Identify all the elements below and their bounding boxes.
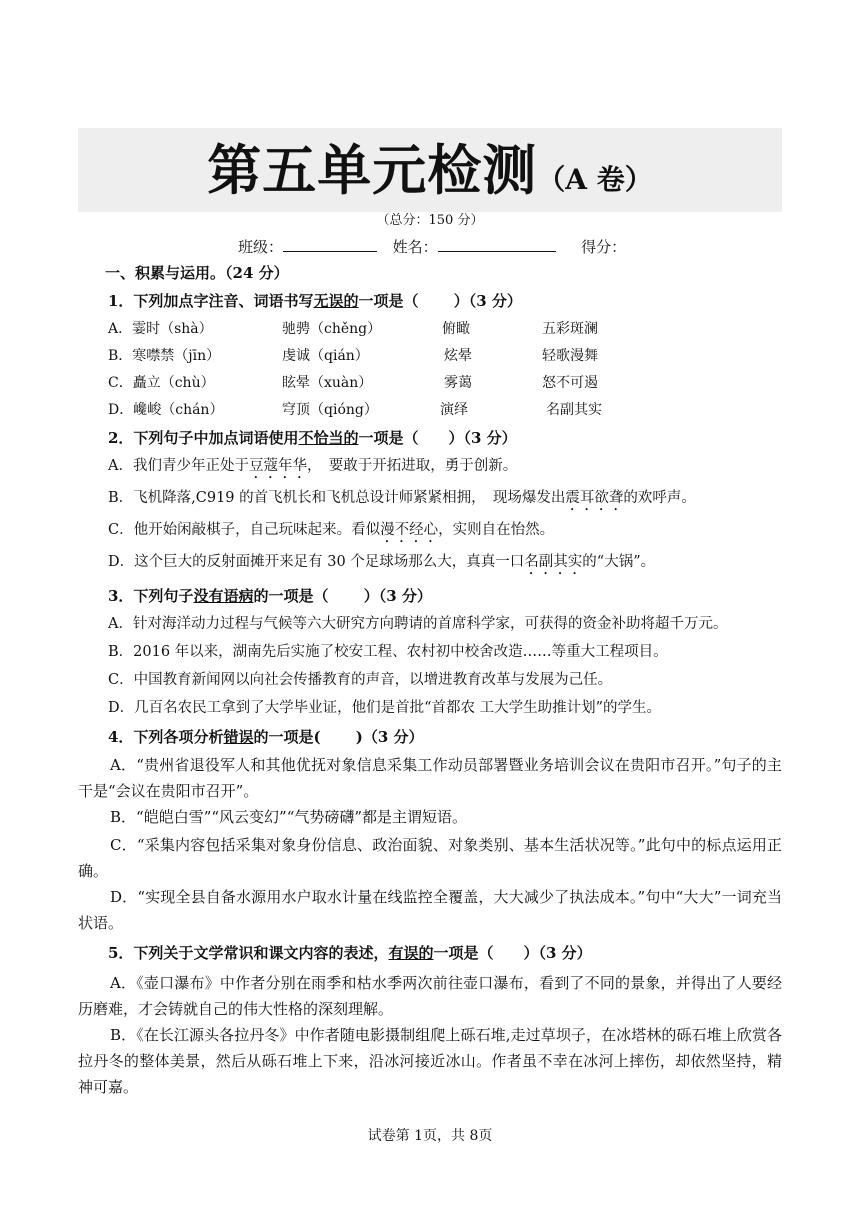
q3-option-a[interactable]: A．针对海洋动力过程与气候等六大研究方向聘请的首席科学家，可获得的资金补助将超千万元。: [108, 616, 728, 632]
question-4-keyword: 错误: [223, 728, 254, 746]
q3-option-d[interactable]: D．几百名农民工拿到了大学毕业证，他们是首批“首都农 工大学生助推计划”的学生。: [108, 700, 662, 716]
q2-option-d[interactable]: D．这个巨大的反射面摊开来足有 30 个足球场那么大，真真一口名副其实的“大锅”。: [108, 554, 656, 570]
question-4: 4．下列各项分析错误的一项是( )（3 分）: [108, 728, 424, 746]
dotted-word: 豆蔻年华: [248, 458, 307, 474]
total-score: （总分：150 分）: [376, 213, 484, 228]
paper-version: （A 卷）: [537, 163, 653, 196]
name-blank[interactable]: [438, 237, 556, 252]
q4-option-d[interactable]: D．“实现全县自备水源用水户取水计量在线监控全覆盖，大大减少了执法成本。”句中“大大”一词充当状语。: [78, 888, 782, 932]
q4-option-a[interactable]: A．“贵州省退役军人和其他优抚对象信息采集工作动员部署暨业务培训会议在贵阳市召开。”句子的主干是“会议在贵阳市召开”。: [78, 756, 782, 800]
section-heading: 一、积累与运用。（24 分）: [105, 264, 289, 282]
question-1: 1．下列加点字注音、词语书写无误的一项是（ ）（3 分）: [108, 292, 522, 310]
q4-option-c[interactable]: C．“采集内容包括采集对象身份信息、政治面貌、对象类别、基本生活状况等。”此句中的标点运用正确。: [78, 836, 782, 880]
q2-option-b[interactable]: B．飞机降落,C919 的首飞机长和飞机总设计师紧紧相拥， 现场爆发出震耳欲聋的欢呼声。: [108, 490, 696, 506]
class-blank[interactable]: [283, 237, 377, 252]
question-1-keyword: 无误的: [313, 292, 359, 310]
class-label: 班级：: [238, 238, 284, 256]
name-label: 姓名：: [392, 238, 438, 256]
dotted-word: 震耳欲聋: [565, 490, 624, 506]
dotted-word: 名副其实: [524, 554, 583, 570]
exam-page: 第五单元检测（A 卷） （总分：150 分） 班级： 姓名： 得分： 一、积累与运用。（24 分） 1．下列加点字注音、词语书写无误的一项是（ ）（3 分） A．霎时（shà） 驰骋（chěng） 俯瞰 五彩斑澜 B．寒噤禁（jīn） 虔诚（qián） 炫晕 轻歌漫舞 C．矗立（chù） 眩晕（xuàn） 雾蔼 怒不可遏 D．巉峻（chán） 穹顶（qióng） 演绎 名副其实 2．下列句子中加点词语使用不恰当的一项是（ ）（3 分） A．我们青少年正处于豆蔻年华， 要敢于开拓进取，勇于创新。 B．飞机降落,C919 的首飞机长和飞机总设计师紧紧相拥， 现场爆发出震耳欲聋的欢呼声。 C．他开始闲敲棋子，自己玩味起来。看似漫不经心，实则自在怡然。 D．这个巨大的反射面摊开来足有 30 个足球场那么大，真真一口名副其实的“大锅”。 3．下列句子没有语病的一项是（ ）（3 分） A．针对海洋动力过程与气候等六大研究方向聘请的首席科学家，可获得的资金补助将超千万元。 B．2016 年以来，湖南先后实施了校安工程、农村初中校舍改造……等重大工程项目。 C．中国教育新闻网以向社会传播教育的声音，以增进教育改革与发展为己任。 D．几百名农民工拿到了大学毕业证，他们是首批“首都农 工大学生助推计划”的学生。 4．下列各项分析错误的一项是( )（3 分） A．“贵州省退役军人和其他优抚对象信息采集工作动员部署暨业务培训会议在贵阳市召开。”句子的主干是“会议在贵阳市召开”。 B．“皑皑白雪”“风云变幻”“气势磅礴”都是主谓短语。 C．“采集内容包括采集对象身份信息、政治面貌、对象类别、基本生活状况等。”此句中的标点运用正确。 D．“实现全县自备水源用水户取水计量在线监控全覆盖，大大减少了执法成本。”句中“大大”一词充当状语。 5．下列关于文学常识和课文内容的表述，有误的一项是（ ）（3 分） A．《壶口瀑布》中作者分别在雨季和枯水季两次前往壶口瀑布，看到了不同的景象，并得出了人要经历磨难，才会铸就自己的伟大性格的深刻理解。 B．《在长江源头各拉丹冬》中作者随电影摄制组爬上砾石堆,走过草坝子，在冰塔林的砾石堆上欣赏各拉丹冬的整体美景，然后从砾石堆上下来，沿冰河接近冰山。作者虽不幸在冰河上摔伤，却依然坚持，精神可嘉。 试卷第 1页，共 8页: [0, 0, 860, 1216]
dotted-word: 漫不经心: [380, 522, 439, 538]
q4-option-b[interactable]: B．“皑皑白雪”“风云变幻”“气势磅礴”都是主谓短语。: [110, 808, 468, 826]
q3-option-b[interactable]: B．2016 年以来，湖南先后实施了校安工程、农村初中校舍改造……等重大工程项目。: [108, 644, 668, 660]
q5-option-a[interactable]: A．《壶口瀑布》中作者分别在雨季和枯水季两次前往壶口瀑布，看到了不同的景象，并得出了人要经历磨难，才会铸就自己的伟大性格的深刻理解。: [78, 974, 782, 1018]
student-info-line: [238, 236, 626, 258]
page-footer: 试卷第 1页，共 8页: [367, 1128, 493, 1144]
question-5: 5．下列关于文学常识和课文内容的表述，有误的一项是（ ）（3 分）: [108, 944, 592, 962]
q2-option-c[interactable]: C．他开始闲敲棋子，自己玩味起来。看似漫不经心，实则自在怡然。: [108, 522, 555, 538]
question-5-keyword: 有误的: [388, 944, 434, 962]
question-3-keyword: 没有语病: [193, 587, 254, 605]
q2-option-a[interactable]: A．我们青少年正处于豆蔻年华， 要敢于开拓进取，勇于创新。: [108, 458, 518, 474]
question-2: 2．下列句子中加点词语使用不恰当的一项是（ ）（3 分）: [108, 429, 517, 447]
q5-option-b[interactable]: B．《在长江源头各拉丹冬》中作者随电影摄制组爬上砾石堆,走过草坝子，在冰塔林的砾石堆上欣赏各拉丹冬的整体美景，然后从砾石堆上下来，沿冰河接近冰山。作者虽不幸在冰河上摔伤，却依然坚持，精神可嘉。: [78, 1026, 782, 1096]
question-2-keyword: 不恰当的: [298, 429, 359, 447]
score-label: 得分：: [581, 238, 627, 256]
q3-option-c[interactable]: C．中国教育新闻网以向社会传播教育的声音，以增进教育改革与发展为己任。: [108, 672, 613, 688]
question-3: 3．下列句子没有语病的一项是（ ）（3 分）: [108, 587, 432, 605]
title-banner: [78, 128, 782, 212]
page-title: 第五单元检测: [207, 138, 538, 202]
